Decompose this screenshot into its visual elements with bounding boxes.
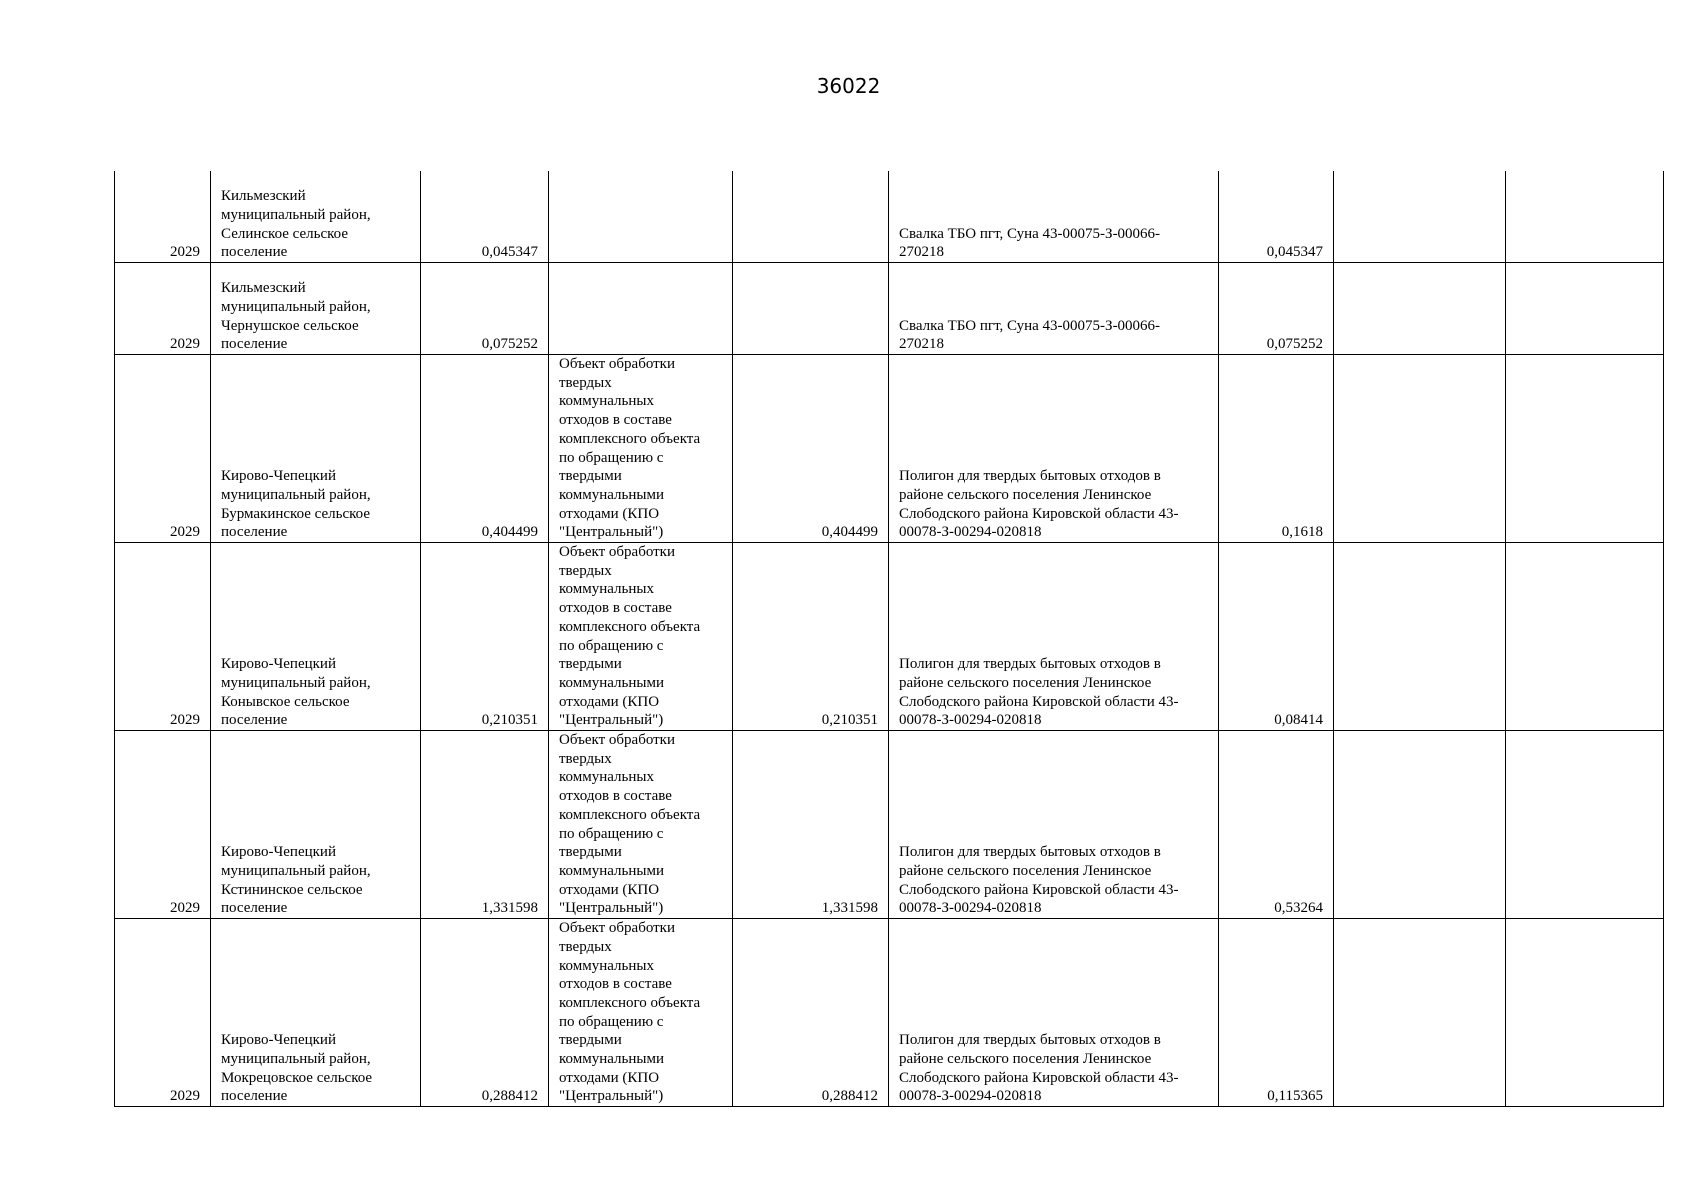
disposal-amount-cell: 0,53264 [1219,731,1334,919]
year-cell: 2029 [115,919,211,1107]
table-row [115,919,1664,1107]
table-row [115,171,1664,263]
extra-cell-2 [1506,731,1664,919]
processing-object-cell: Объект обработки твердых коммунальных отходов в составе комплексного объекта по обращению с твердыми коммунальными отходами (КПО "Центральный") [549,355,733,543]
processing-object-cell: Объект обработки твердых коммунальных отходов в составе комплексного объекта по обращению с твердыми коммунальными отходами (КПО "Центральный") [549,919,733,1107]
amount-cell: 0,288412 [421,919,549,1107]
disposal-object-cell: Полигон для твердых бытовых отходов в районе сельского поселения Ленинское Слободского района Кировской области 43- 00078-З-00294-020818 [889,543,1219,731]
table-row [115,731,1664,919]
municipality-cell: Кирово-Чепецкий муниципальный район, Мокрецовское сельское поселение [211,919,421,1107]
processing-object-cell [549,171,733,263]
extra-cell-2 [1506,263,1664,355]
extra-cell-2 [1506,171,1664,263]
municipality-cell: Кирово-Чепецкий муниципальный район, Конывское сельское поселение [211,543,421,731]
processing-amount-cell [733,171,889,263]
amount-cell: 0,404499 [421,355,549,543]
disposal-object-cell: Свалка ТБО пгт, Суна 43-00075-З-00066- 270218 [889,171,1219,263]
amount-cell: 0,075252 [421,263,549,355]
extra-cell-1 [1334,543,1506,731]
disposal-object-cell: Полигон для твердых бытовых отходов в районе сельского поселения Ленинское Слободского района Кировской области 43- 00078-З-00294-020818 [889,731,1219,919]
table-row [115,543,1664,731]
processing-amount-cell: 0,404499 [733,355,889,543]
amount-cell: 0,045347 [421,171,549,263]
processing-amount-cell: 1,331598 [733,731,889,919]
processing-object-cell [549,263,733,355]
year-cell: 2029 [115,543,211,731]
processing-amount-cell [733,263,889,355]
processing-object-cell: Объект обработки твердых коммунальных отходов в составе комплексного объекта по обращению с твердыми коммунальными отходами (КПО "Центральный") [549,731,733,919]
extra-cell-1 [1334,731,1506,919]
processing-amount-cell: 0,288412 [733,919,889,1107]
amount-cell: 1,331598 [421,731,549,919]
municipality-cell: Кирово-Чепецкий муниципальный район, Бурмакинское сельское поселение [211,355,421,543]
table-row [115,263,1664,355]
extra-cell-2 [1506,355,1664,543]
extra-cell-2 [1506,919,1664,1107]
table-row [115,355,1664,543]
disposal-object-cell: Свалка ТБО пгт, Суна 43-00075-З-00066- 270218 [889,263,1219,355]
extra-cell-1 [1334,171,1506,263]
disposal-object-cell: Полигон для твердых бытовых отходов в районе сельского поселения Ленинское Слободского района Кировской области 43- 00078-З-00294-020818 [889,919,1219,1107]
extra-cell-1 [1334,919,1506,1107]
extra-cell-1 [1334,263,1506,355]
page-number: 36022 [816,74,881,98]
municipality-cell: Кильмезский муниципальный район, Чернушское сельское поселение [211,263,421,355]
disposal-amount-cell: 0,075252 [1219,263,1334,355]
extra-cell-2 [1506,543,1664,731]
extra-cell-1 [1334,355,1506,543]
processing-amount-cell: 0,210351 [733,543,889,731]
disposal-amount-cell: 0,1618 [1219,355,1334,543]
year-cell: 2029 [115,355,211,543]
disposal-amount-cell: 0,115365 [1219,919,1334,1107]
waste-flow-table [114,171,1664,1107]
year-cell: 2029 [115,171,211,263]
disposal-amount-cell: 0,08414 [1219,543,1334,731]
disposal-amount-cell: 0,045347 [1219,171,1334,263]
year-cell: 2029 [115,731,211,919]
year-cell: 2029 [115,263,211,355]
municipality-cell: Кильмезский муниципальный район, Селинское сельское поселение [211,171,421,263]
processing-object-cell: Объект обработки твердых коммунальных отходов в составе комплексного объекта по обращению с твердыми коммунальными отходами (КПО "Центральный") [549,543,733,731]
disposal-object-cell: Полигон для твердых бытовых отходов в районе сельского поселения Ленинское Слободского района Кировской области 43- 00078-З-00294-020818 [889,355,1219,543]
municipality-cell: Кирово-Чепецкий муниципальный район, Кстининское сельское поселение [211,731,421,919]
amount-cell: 0,210351 [421,543,549,731]
